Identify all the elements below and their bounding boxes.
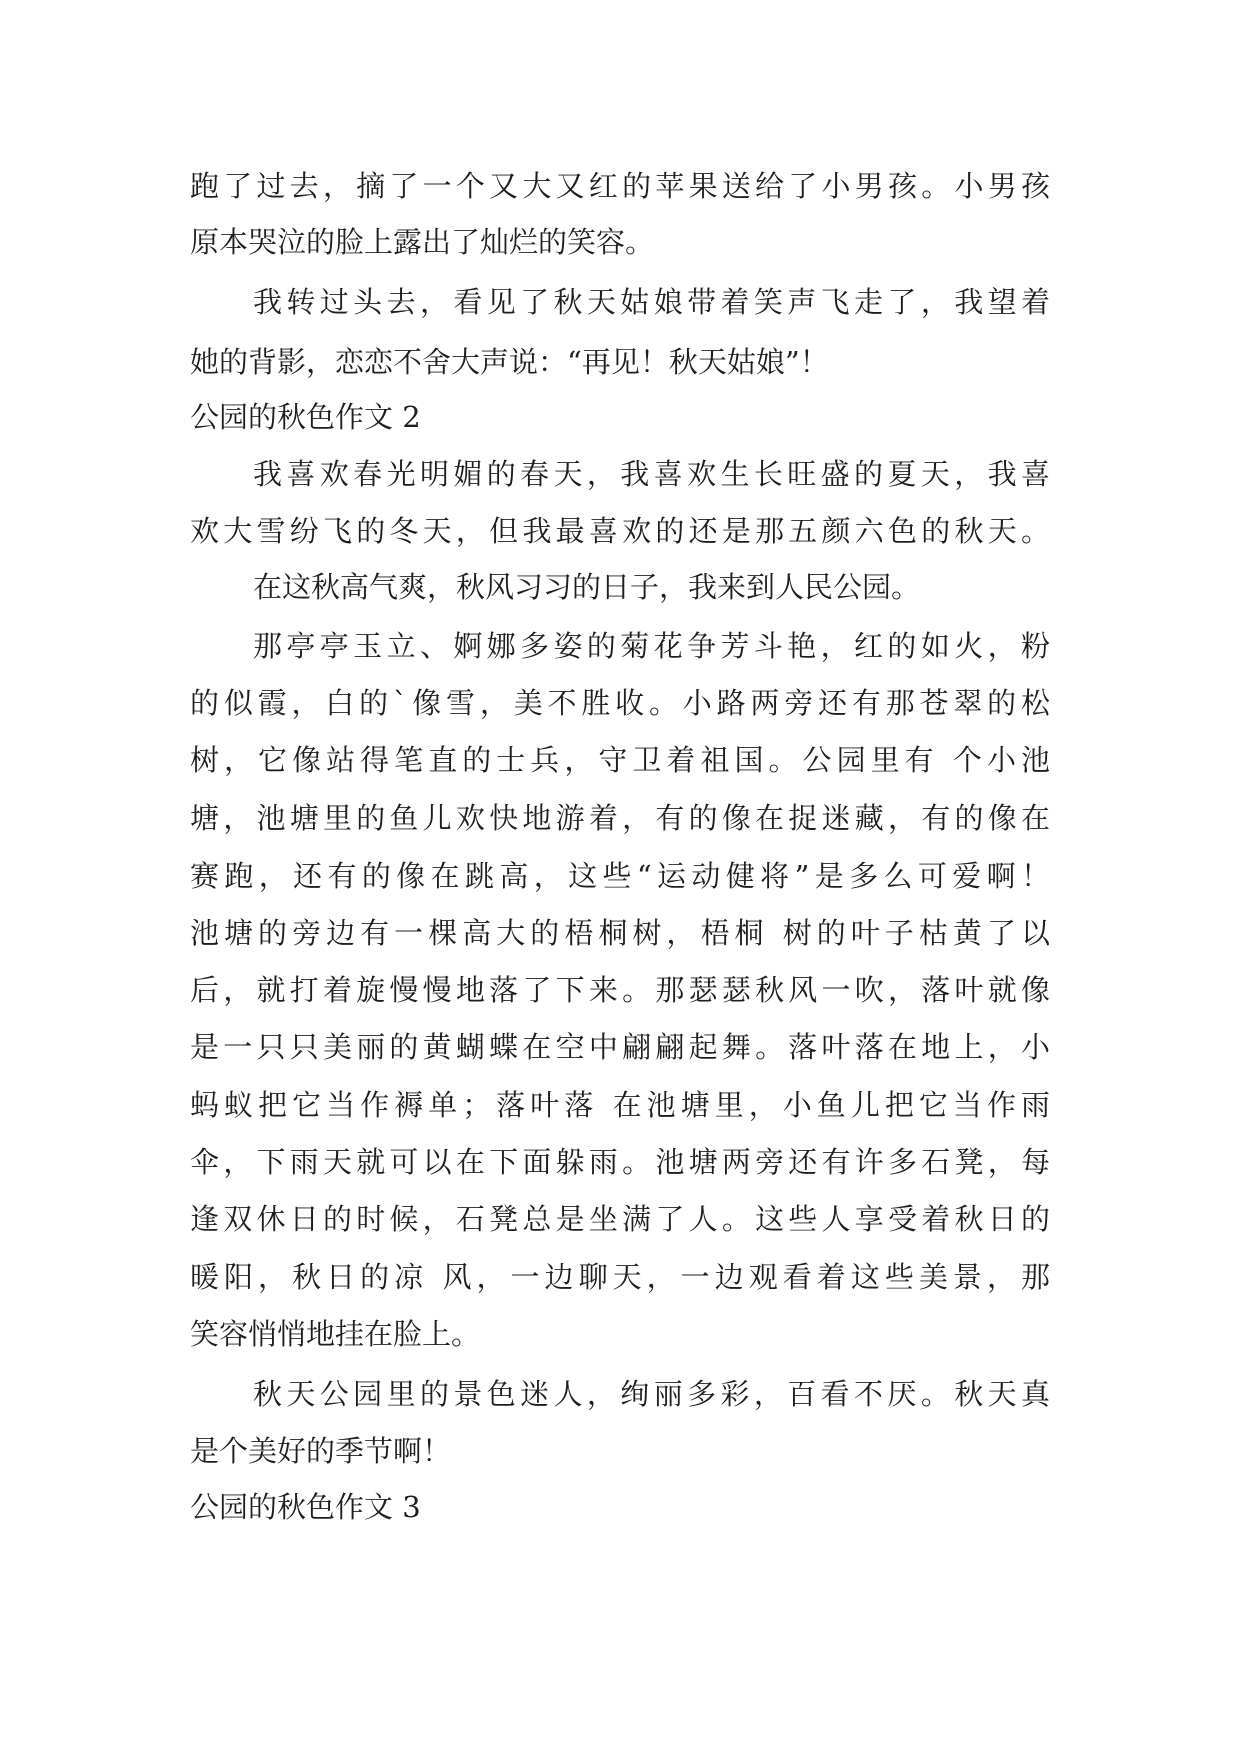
text-line: 是个美好的季节啊！ (190, 1434, 452, 1468)
text-line: 后，就打着旋慢慢地落了下来。那瑟瑟秋风一吹，落叶就像 (190, 973, 1050, 1007)
text-line: 伞，下雨天就可以在下面躲雨。池塘两旁还有许多石凳，每 (190, 1145, 1050, 1179)
section-heading: 公园的秋色作文 2 (190, 400, 421, 434)
text-line: 我喜欢春光明媚的春天，我喜欢生长旺盛的夏天，我喜 (253, 457, 1050, 491)
text-line: 我转过头去，看见了秋天姑娘带着笑声飞走了，我望着 (253, 285, 1050, 319)
text-line: 树，它像站得笔直的士兵，守卫着祖国。公园里有 个小池 (190, 743, 1050, 777)
text-line: 是一只只美丽的黄蝴蝶在空中翩翩起舞。落叶落在地上，小 (190, 1030, 1050, 1064)
text-line: 跑了过去，摘了一个又大又红的苹果送给了小男孩。小男孩 (190, 169, 1050, 203)
text-line: 秋天公园里的景色迷人，绚丽多彩，百看不厌。秋天真 (253, 1377, 1050, 1411)
text-line: 池塘的旁边有一棵高大的梧桐树，梧桐 树的叶子枯黄了以 (190, 916, 1050, 950)
text-line: 原本哭泣的脸上露出了灿烂的笑容。 (190, 225, 655, 259)
text-line: 逢双休日的时候，石凳总是坐满了人。这些人享受着秋日的 (190, 1202, 1050, 1236)
text-line: 赛跑，还有的像在跳高，这些“运动健将”是多么可爱啊！ (190, 859, 1050, 893)
text-line: 的似霞，白的`像雪，美不胜收。小路两旁还有那苍翠的松 (190, 686, 1050, 720)
text-line: 她的背影，恋恋不舍大声说：“再见！秋天姑娘”！ (190, 345, 829, 379)
text-line: 在这秋高气爽，秋风习习的日子，我来到人民公园。 (253, 570, 921, 604)
text-line: 那亭亭玉立、婀娜多姿的菊花争芳斗艳，红的如火，粉 (253, 629, 1050, 663)
section-heading: 公园的秋色作文 3 (190, 1490, 421, 1524)
text-line: 欢大雪纷飞的冬天，但我最喜欢的还是那五颜六色的秋天。 (190, 514, 1050, 548)
text-line: 塘，池塘里的鱼儿欢快地游着，有的像在捉迷藏，有的像在 (190, 801, 1050, 835)
text-line: 暖阳，秋日的凉 风，一边聊天，一边观看着这些美景，那 (190, 1260, 1050, 1294)
text-line: 笑容悄悄地挂在脸上。 (190, 1317, 481, 1351)
text-line: 蚂蚁把它当作褥单；落叶落 在池塘里，小鱼儿把它当作雨 (190, 1088, 1050, 1122)
